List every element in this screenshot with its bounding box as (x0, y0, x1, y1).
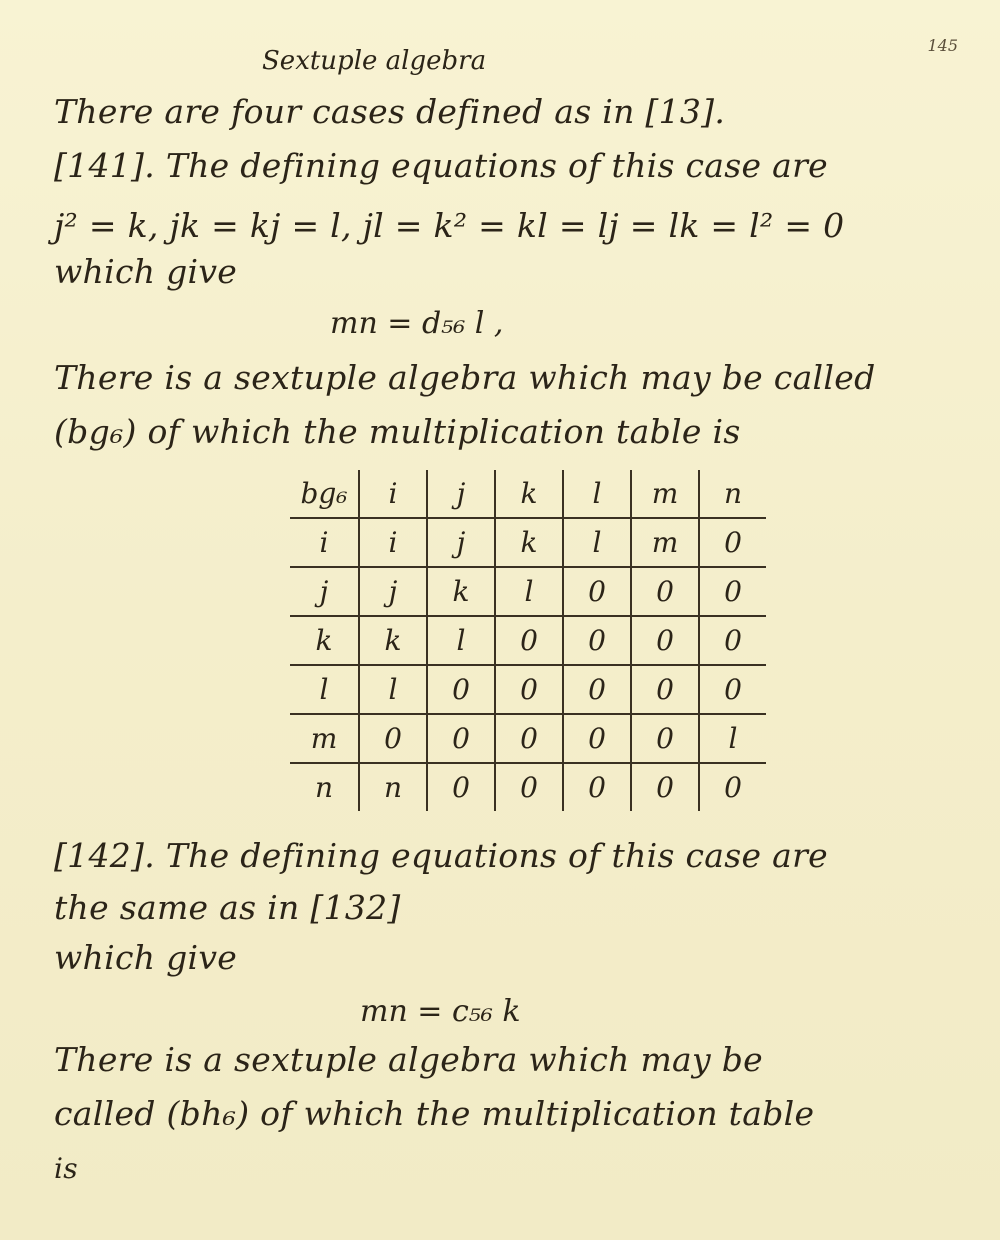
table-row (290, 665, 766, 714)
table-cell: n (359, 763, 427, 811)
table-cell: 0 (699, 567, 766, 616)
multiplication-table-bg6 (290, 470, 766, 811)
table-cell: l (495, 567, 563, 616)
table-cell: 0 (495, 763, 563, 811)
column-header: l (563, 470, 631, 518)
table-row (290, 763, 766, 811)
equation-mn-d56: mn = d₅₆ l , (330, 306, 504, 341)
table-cell: l (699, 714, 766, 763)
table-cell: m (631, 518, 699, 567)
column-header: n (699, 470, 766, 518)
table-corner-label: bg₆ (290, 470, 359, 518)
table-cell: 0 (427, 665, 495, 714)
column-header: i (359, 470, 427, 518)
row-header: k (290, 616, 359, 665)
table-cell: 0 (631, 616, 699, 665)
text-line-cases: There are four cases defined as in [13]. (54, 92, 726, 131)
table-cell: 0 (724, 771, 742, 804)
table-cell: 0 (563, 567, 631, 616)
table-cell: l (427, 616, 495, 665)
text-line-is: is (54, 1152, 78, 1185)
table-cell: 0 (495, 665, 563, 714)
table-row (290, 616, 766, 665)
table-row (290, 714, 766, 763)
text-line-which-give-1: which give (54, 252, 238, 291)
table-cell: 0 (359, 714, 427, 763)
table-cell: k (359, 616, 427, 665)
table-row (290, 567, 766, 616)
table-row (290, 518, 766, 567)
row-header: m (290, 714, 359, 763)
table-cell: 0 (495, 714, 563, 763)
table-cell: 0 (495, 616, 563, 665)
column-header: j (427, 470, 495, 518)
table-cell: 0 (563, 714, 631, 763)
equation-mn-c56: mn = c₅₆ k (360, 994, 521, 1029)
row-header: i (290, 518, 359, 567)
table-cell: j (427, 518, 495, 567)
table-cell: 0 (699, 518, 766, 567)
table-cell: 0 (631, 567, 699, 616)
table-cell: 0 (427, 714, 495, 763)
text-line-bg6-table-intro: (bg₆) of which the multiplication table is (54, 412, 741, 451)
table-cell: 0 (699, 665, 766, 714)
table-cell: 0 (699, 616, 766, 665)
table-cell: 0 (563, 763, 631, 811)
table-cell: 0 (631, 763, 699, 811)
text-line-141-intro: [141]. The defining equations of this case are (54, 146, 828, 185)
table-cell: j (359, 567, 427, 616)
table-cell: l (563, 518, 631, 567)
table-cell: 0 (631, 714, 699, 763)
row-header: n (290, 763, 359, 811)
defining-equations-141: j² = k, jk = kj = l, jl = k² = kl = lj = lk = l² = 0 (54, 206, 845, 245)
page-number: 145 (927, 36, 958, 55)
column-header: m (631, 470, 699, 518)
text-line-same-as-132: the same as in [132] (54, 888, 401, 927)
table-cell: k (427, 567, 495, 616)
page-heading: Sextuple algebra (262, 46, 487, 76)
row-header: j (290, 567, 359, 616)
table-cell: l (359, 665, 427, 714)
table-cell: k (495, 518, 563, 567)
table-cell: 0 (427, 763, 495, 811)
table-cell: 0 (631, 665, 699, 714)
text-line-142-intro: [142]. The defining equations of this case are (54, 836, 828, 875)
table-header-row (290, 470, 766, 518)
text-line-sextuple-bh6: There is a sextuple algebra which may be (54, 1040, 763, 1079)
table-cell: 0 (563, 616, 631, 665)
table-cell: 0 (563, 665, 631, 714)
text-line-bh6-table-intro: called (bh₆) of which the multiplication table (54, 1094, 815, 1133)
column-header: k (495, 470, 563, 518)
row-header: l (290, 665, 359, 714)
text-line-which-give-2: which give (54, 938, 238, 977)
table-cell: i (359, 518, 427, 567)
text-line-sextuple-bg6: There is a sextuple algebra which may be called (54, 358, 876, 397)
